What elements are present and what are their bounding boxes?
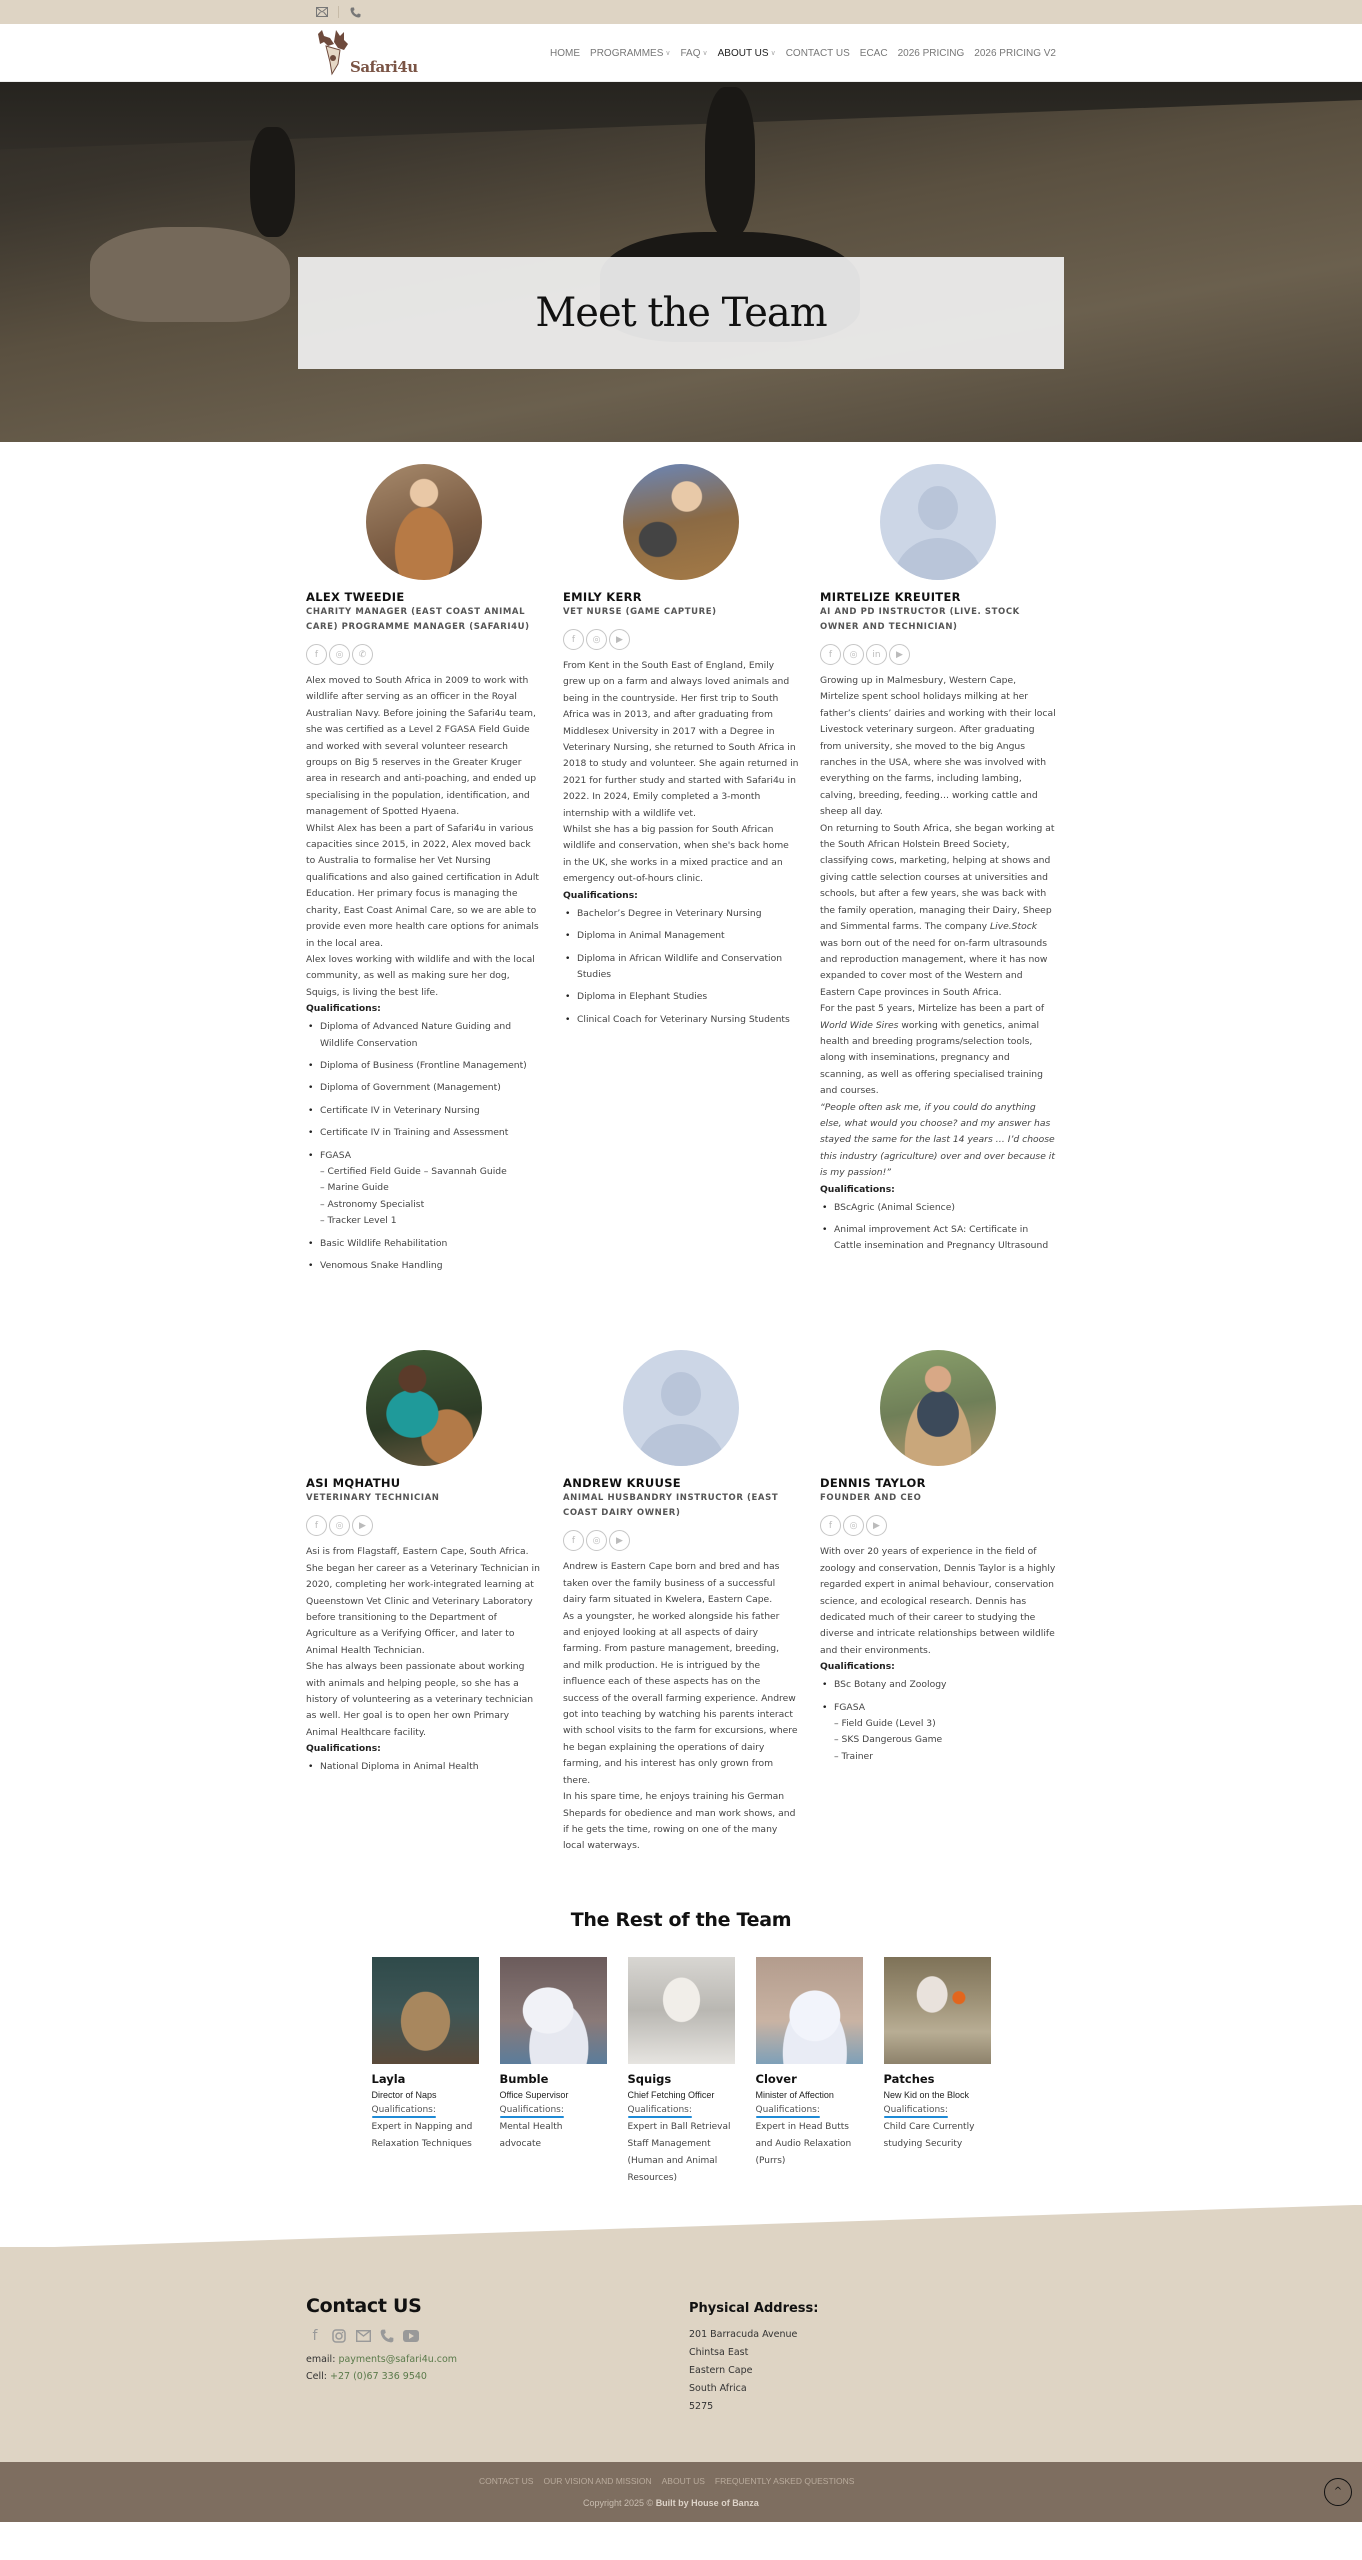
team-member-card <box>820 1350 1056 1854</box>
pet-photo <box>884 1957 991 2064</box>
footer-link-about-us[interactable]: ABOUT US <box>661 2475 705 2486</box>
qualification-subitem: – SKS Dangerous Game <box>834 1734 943 1746</box>
facebook-icon[interactable]: f <box>563 1530 584 1551</box>
pet-qualifications: Child Care Currently studying Security <box>883 2121 975 2149</box>
qualification-text: Clinical Coach for Veterinary Nursing Students <box>577 1013 790 1025</box>
member-role: VETERINARY TECHNICIAN <box>306 1493 440 1504</box>
cell-label: Cell: <box>306 2370 327 2382</box>
pet-card <box>884 1957 991 2187</box>
email-link[interactable]: payments@safari4u.com <box>338 2353 458 2365</box>
bio-paragraph: In his spare time, he enjoys training his German Shepards for obedience and man work shows, and if he gets the time, rowing on one of the many local waterways. <box>563 1791 796 1852</box>
qualification-text: FGASA <box>834 1701 865 1713</box>
qualifications-list <box>563 906 799 1028</box>
qualification-item <box>306 1148 542 1230</box>
instagram-icon[interactable] <box>330 2327 348 2345</box>
team-member-card <box>563 464 799 1280</box>
qualification-subitem: – Certified Field Guide – Savannah Guide <box>320 1165 507 1177</box>
qualifications-list <box>820 1677 1056 1765</box>
qualifications-list <box>820 1200 1056 1255</box>
qualification-subitem: – Trainer <box>834 1750 873 1762</box>
pet-name: Bumble <box>499 2071 549 2086</box>
qualification-item <box>306 1759 542 1775</box>
chevron-down-icon: ∨ <box>665 50 671 57</box>
qualification-item <box>306 1080 542 1096</box>
pet-role: New Kid on the Block <box>883 2089 970 2100</box>
site-footer <box>0 2247 1362 2462</box>
divider <box>338 6 339 18</box>
qualification-text: Basic Wildlife Rehabilitation <box>320 1237 448 1249</box>
nav-label: ECAC <box>859 47 888 59</box>
youtube-icon[interactable]: ▶ <box>889 644 910 665</box>
footer-links <box>479 2476 854 2486</box>
team-member-card <box>820 464 1056 1280</box>
instagram-icon[interactable]: ◎ <box>329 644 350 665</box>
pet-card <box>628 1957 735 2187</box>
instagram-icon[interactable]: ◎ <box>586 1530 607 1551</box>
qualification-subitem: – Marine Guide <box>320 1182 389 1194</box>
pet-photo <box>628 1957 735 2064</box>
pet-list <box>0 1957 1362 2187</box>
pet-qualifications-label: Qualifications: <box>627 2104 692 2115</box>
envelope-icon[interactable] <box>316 6 328 18</box>
footer-link-contact-us[interactable]: CONTACT US <box>479 2475 534 2486</box>
hero-title-panel <box>298 257 1064 369</box>
facebook-icon[interactable]: f <box>820 1515 841 1536</box>
pet-qualifications: Mental Health advocate <box>499 2121 563 2149</box>
pet-role: Minister of Affection <box>755 2089 834 2100</box>
pet-qualifications-label: Qualifications: <box>883 2104 948 2115</box>
phone-icon[interactable]: ✆ <box>352 644 373 665</box>
pet-card <box>756 1957 863 2187</box>
avatar <box>366 1350 482 1466</box>
member-role: ANIMAL HUSBANDRY INSTRUCTOR (EAST COAST DAIRY OWNER) <box>563 1493 779 1519</box>
qualification-text: BScAgric (Animal Science) <box>834 1201 955 1213</box>
social-links <box>563 629 799 650</box>
qualification-item <box>563 1012 799 1028</box>
team-member-card <box>563 1350 799 1854</box>
qualification-text: Venomous Snake Handling <box>320 1260 443 1271</box>
pet-qualifications-label: Qualifications: <box>371 2104 436 2115</box>
site-logo[interactable] <box>314 26 432 80</box>
nav-faq[interactable] <box>681 48 708 59</box>
qualification-item <box>306 1103 542 1119</box>
main-nav <box>550 48 1056 59</box>
back-to-top-button[interactable] <box>1324 2478 1352 2506</box>
nav-label: ABOUT US <box>717 47 769 59</box>
qualification-text: Bachelor’s Degree in Veterinary Nursing <box>577 907 762 919</box>
member-role: VET NURSE (GAME CAPTURE) <box>563 607 717 617</box>
qualification-item <box>820 1222 1056 1255</box>
hero-banner <box>0 82 1362 442</box>
rest-of-team-section <box>0 1909 1362 2187</box>
qualification-subitem: – Astronomy Specialist <box>320 1198 425 1210</box>
social-links <box>820 644 1056 665</box>
bio-paragraph: Alex loves working with wildlife and with the local community, as well as making sure her dog, Squigs, is living the best life. <box>306 953 535 998</box>
bio-paragraph: Andrew is Eastern Cape born and bred and has taken over the family business of a successful dairy farm situated in Kwelera, Eastern Cape. <box>563 1561 780 1606</box>
member-bio <box>306 1544 542 1775</box>
pet-qualifications-label: Qualifications: <box>755 2104 820 2115</box>
qualifications-list <box>306 1759 542 1775</box>
qualifications-heading: Qualifications: <box>820 1183 895 1195</box>
pet-card <box>372 1957 479 2187</box>
pet-photo <box>500 1957 607 2064</box>
qualification-text: Animal improvement Act SA: Certificate in Cattle insemination and Pregnancy Ultrasound <box>834 1224 1049 1252</box>
site-header <box>0 24 1362 82</box>
member-name: MIRTELIZE KREUITER <box>820 590 961 604</box>
pet-photo <box>372 1957 479 2064</box>
avatar <box>880 464 996 580</box>
member-bio <box>563 658 799 1028</box>
qualifications-heading: Qualifications: <box>820 1661 895 1673</box>
address-line: 5275 <box>689 2400 714 2412</box>
qualification-item <box>563 989 799 1005</box>
phone-icon[interactable] <box>378 2327 396 2345</box>
youtube-icon[interactable]: ▶ <box>866 1515 887 1536</box>
qualification-item <box>306 1258 542 1274</box>
qualifications-list <box>306 1019 542 1274</box>
avatar-placeholder-body <box>893 538 983 580</box>
pet-name: Layla <box>371 2071 406 2086</box>
phone-link[interactable]: +27 (0)67 336 9540 <box>330 2370 427 2382</box>
footer-link-faq[interactable]: FREQUENTLY ASKED QUESTIONS <box>714 2475 855 2486</box>
hero-horse-image <box>90 227 290 322</box>
instagram-icon[interactable]: ◎ <box>843 644 864 665</box>
facebook-icon[interactable]: f <box>306 644 327 665</box>
social-links <box>820 1515 1056 1536</box>
pet-role: Office Supervisor <box>499 2089 569 2100</box>
email-label: email: <box>306 2353 336 2365</box>
pet-role: Chief Fetching Officer <box>627 2089 715 2100</box>
facebook-icon[interactable]: f <box>306 1515 327 1536</box>
contact-column <box>306 2295 689 2416</box>
nav-label: 2026 PRICING V2 <box>974 47 1056 59</box>
qualification-text: Diploma in Elephant Studies <box>577 991 708 1003</box>
qualification-item <box>306 1058 542 1074</box>
hero-rider-image <box>705 87 755 237</box>
nav-about-us[interactable] <box>718 48 776 59</box>
nav-home[interactable] <box>550 48 580 59</box>
nav-label: FAQ <box>680 47 701 59</box>
qualification-text: Certificate IV in Veterinary Nursing <box>320 1104 480 1116</box>
qualification-text: National Diploma in Animal Health <box>320 1761 479 1773</box>
social-links <box>563 1530 799 1551</box>
address-line: 201 Barracuda Avenue <box>689 2328 798 2340</box>
qualification-text: BSc Botany and Zoology <box>834 1679 947 1691</box>
bio-paragraph: Whilst Alex has been a part of Safari4u in various capacities since 2015, in 2022, Alex moved back to Australia to formalise her Vet Nursing qualifications and also gained certification in Adult Education. Her primary focus is managing the charity, East Coast Animal Care, so we are able to provide even more health care options for animals in the local area. <box>306 822 539 949</box>
social-links <box>306 644 542 665</box>
nav-2026-pricing[interactable] <box>898 48 965 59</box>
bio-paragraph: “People often ask me, if you could do anything else, what would you choose? and my answer has stayed the same for the last 14 years … I’d choose this industry (agriculture) over and over because it is my passion!” <box>820 1101 1055 1179</box>
instagram-icon[interactable]: ◎ <box>329 1515 350 1536</box>
qualification-item <box>820 1200 1056 1216</box>
contact-icons <box>306 2327 689 2345</box>
bio-paragraph: On returning to South Africa, she began working at the South African Holstein Breed Society, classifying cows, marketing, helping at shows and giving cattle selection courses at universities and schools, but after a few years, she was back with the family operation, managing their Dairy, Sheep and Simmental farms. The company Live.Stock was born out of the need for on-farm ultrasounds and reproduction management, where it has now expanded to cover most of the Western and Eastern Cape provinces in South Africa. <box>820 822 1055 998</box>
footer-link-vision-mission[interactable]: OUR VISION AND MISSION <box>543 2475 652 2486</box>
qualification-text: Diploma of Government (Management) <box>320 1082 501 1094</box>
chevron-up-icon: ^ <box>1333 2486 1343 2498</box>
pet-qualifications-label: Qualifications: <box>499 2104 564 2115</box>
youtube-icon[interactable]: ▶ <box>352 1515 373 1536</box>
qualification-text: FGASA <box>320 1149 351 1161</box>
qualification-item <box>306 1236 542 1252</box>
pet-name: Squigs <box>627 2071 672 2086</box>
qualification-text: Certificate IV in Training and Assessment <box>320 1127 509 1139</box>
member-role: FOUNDER AND CEO <box>820 1493 922 1504</box>
copyright-text: Copyright 2025 © <box>583 2497 654 2508</box>
address-line: South Africa <box>689 2382 747 2394</box>
avatar <box>366 464 482 580</box>
page-title: Meet the Team <box>535 290 827 336</box>
bio-paragraph: From Kent in the South East of England, Emily grew up on a farm and always loved animals and being in the countryside. Her first trip to South Africa was in 2013, and after graduating from Middlesex University in 2017 with a Degree in Veterinary Nursing, she returned to South Africa in 2018 to study and volunteer. She again returned in 2021 for further study and started with Safari4u in 2022. In 2024, Emily completed a 3-month internship with a wildlife vet. <box>563 660 799 819</box>
facebook-icon[interactable]: f <box>563 629 584 650</box>
qualification-text: Diploma of Advanced Nature Guiding and Wildlife Conservation <box>320 1021 512 1049</box>
avatar-placeholder-body <box>636 1424 726 1466</box>
member-name: ALEX TWEEDIE <box>306 590 405 604</box>
nav-programmes[interactable] <box>590 48 670 59</box>
nav-label: 2026 PRICING <box>897 47 965 59</box>
nav-label: CONTACT US <box>785 47 850 59</box>
chevron-down-icon: ∨ <box>702 50 708 57</box>
envelope-icon[interactable] <box>354 2327 372 2345</box>
copyright <box>583 2498 759 2508</box>
qualification-item <box>820 1677 1056 1693</box>
logo-text: Safari4u <box>350 58 418 76</box>
cell-line <box>306 2368 689 2385</box>
instagram-icon[interactable]: ◎ <box>843 1515 864 1536</box>
pet-role: Director of Naps <box>371 2089 437 2100</box>
team-member-card <box>306 1350 542 1854</box>
address-title: Physical Address: <box>689 2300 819 2316</box>
hero-rider-image <box>250 127 295 237</box>
qualification-text: Diploma of Business (Frontline Management) <box>320 1059 527 1071</box>
qualification-subitem: – Field Guide (Level 3) <box>834 1718 936 1730</box>
bio-paragraph: Alex moved to South Africa in 2009 to work with wildlife after serving as an officer in the Royal Australian Navy. Before joining the Safari4u team, she was certified as a Level 2 FGASA Field Guide and worked with several volunteer research groups on Big 5 reserves in the Greater Kruger area in research and anti-poaching, and ended up specialising in the population, identification, and management of Spotted Hyaena. <box>306 675 537 818</box>
address-lines <box>689 2326 819 2416</box>
avatar <box>623 464 739 580</box>
pet-name: Patches <box>883 2071 935 2086</box>
avatar <box>623 1350 739 1466</box>
avatar <box>880 1350 996 1466</box>
qualification-subitem: – Tracker Level 1 <box>320 1215 397 1227</box>
nav-label: PROGRAMMES <box>590 47 664 59</box>
qualification-item <box>563 906 799 922</box>
hero-background-sea <box>0 82 1362 172</box>
team-member-card <box>306 464 542 1280</box>
pet-qualifications: Expert in Head Butts and Audio Relaxation (Purrs) <box>755 2121 852 2166</box>
qualification-item <box>563 928 799 944</box>
nav-label: HOME <box>550 47 581 59</box>
qualification-text: Diploma in Animal Management <box>577 930 725 942</box>
qualifications-heading: Qualifications: <box>563 889 638 901</box>
facebook-icon[interactable]: f <box>312 2327 318 2344</box>
pet-qualifications: Expert in Napping and Relaxation Techniques <box>371 2121 473 2149</box>
nav-ecac[interactable] <box>860 48 888 59</box>
linkedin-icon[interactable]: in <box>866 644 887 665</box>
qualification-item <box>820 1700 1056 1766</box>
qualification-text: Diploma in African Wildlife and Conservation Studies <box>577 952 783 980</box>
avatar-placeholder-head <box>661 1372 701 1416</box>
qualifications-heading: Qualifications: <box>306 1003 381 1015</box>
qualification-item <box>563 951 799 984</box>
phone-icon[interactable] <box>349 6 361 18</box>
bio-paragraph: Whilst she has a big passion for South African wildlife and conservation, when she's back home in the UK, she works in a mixed practice and an emergency out-of-hours clinic. <box>563 824 789 885</box>
address-column <box>689 2295 819 2416</box>
pet-card <box>500 1957 607 2187</box>
social-links <box>306 1515 542 1536</box>
chevron-down-icon: ∨ <box>770 50 776 57</box>
qualification-item <box>306 1125 542 1141</box>
bottom-bar <box>0 2462 1362 2522</box>
team-row <box>306 1350 1056 1854</box>
bio-paragraph: As a youngster, he worked alongside his father and enjoyed looking at all aspects of dairy farming. From pasture management, breeding, and milk production. He is intrigued by the influence each of these aspects has on the success of the overall farming experience. Andrew got into teaching by watching his parents interact with school visits to the farm for excursions, where he began explaining the operations of dairy farming, and his interest has only grown from there. <box>563 1610 798 1786</box>
bio-paragraph: Asi is from Flagstaff, Eastern Cape, South Africa. She began her career as a Veterinary Technician in 2020, completing her work-integrated learning at Queenstown Vet Clinic and Veterinary Laboratory before transitioning to the Department of Agriculture as a Verifying Officer, and later to Animal Health Technician. <box>306 1546 540 1656</box>
member-bio <box>563 1559 799 1854</box>
member-name: ASI MQHATHU <box>306 1476 401 1491</box>
builder-credit: Built by House of Banza <box>655 2497 759 2508</box>
member-bio <box>820 1544 1056 1765</box>
bio-paragraph: For the past 5 years, Mirtelize has been a part of World Wide Sires working with genetics, animal health and breeding programs/selection tools, along with inseminations, pregnancy and scanning, as well as offering specialised training and courses. <box>820 1003 1045 1097</box>
member-bio <box>306 673 542 1274</box>
address-line: Chintsa East <box>689 2346 749 2358</box>
email-line <box>306 2351 689 2368</box>
member-name: ANDREW KRUUSE <box>563 1476 681 1491</box>
avatar-placeholder-head <box>918 486 958 530</box>
bio-paragraph: With over 20 years of experience in the field of zoology and conservation, Dennis Taylor is a highly regarded expert in animal behaviour, conservation science, and ecological research. Dennis has dedicated much of their career to studying the diverse and intricate relationships between wildlife and their environments. <box>820 1546 1056 1656</box>
pet-qualifications: Expert in Ball Retrieval Staff Management (Human and Animal Resources) <box>627 2121 731 2183</box>
facebook-icon[interactable]: f <box>820 644 841 665</box>
qualifications-heading: Qualifications: <box>306 1743 381 1755</box>
youtube-icon[interactable] <box>402 2327 420 2345</box>
bio-paragraph: Growing up in Malmesbury, Western Cape, Mirtelize spent school holidays milking at her father’s clients’ dairies and working with their local Livestock veterinary surgeon. After graduating from university, she moved to the big Angus ranches in the USA, where she was involved with everything on the farms, including lambing, calving, breeding, feeding… working cattle and sheep all day. <box>820 675 1056 818</box>
nav-contact-us[interactable] <box>786 48 850 59</box>
member-role: AI AND PD INSTRUCTOR (LIVE. STOCK OWNER AND TECHNICIAN) <box>820 607 1020 632</box>
pet-name: Clover <box>755 2071 797 2086</box>
member-name: DENNIS TAYLOR <box>820 1476 926 1491</box>
member-name: EMILY KERR <box>563 590 642 604</box>
instagram-icon[interactable]: ◎ <box>586 629 607 650</box>
contact-title: Contact US <box>306 2294 422 2317</box>
bio-paragraph: She has always been passionate about working with animals and helping people, so she has a history of volunteering as a veterinary technician as well. Her goal is to open her own Primary Animal Healthcare facility. <box>306 1661 534 1738</box>
youtube-icon[interactable]: ▶ <box>609 629 630 650</box>
section-title: The Rest of the Team <box>570 1908 792 1931</box>
team-row <box>306 464 1056 1280</box>
youtube-icon[interactable]: ▶ <box>609 1530 630 1551</box>
nav-2026-pricing-v2[interactable] <box>974 48 1056 59</box>
top-bar <box>0 0 1362 24</box>
qualification-item <box>306 1019 542 1052</box>
team-section <box>0 442 1362 1855</box>
address-line: Eastern Cape <box>689 2364 753 2376</box>
pet-photo <box>756 1957 863 2064</box>
member-bio <box>820 673 1056 1255</box>
member-role: CHARITY MANAGER (EAST COAST ANIMAL CARE) PROGRAMME MANAGER (SAFARI4U) <box>306 607 530 632</box>
